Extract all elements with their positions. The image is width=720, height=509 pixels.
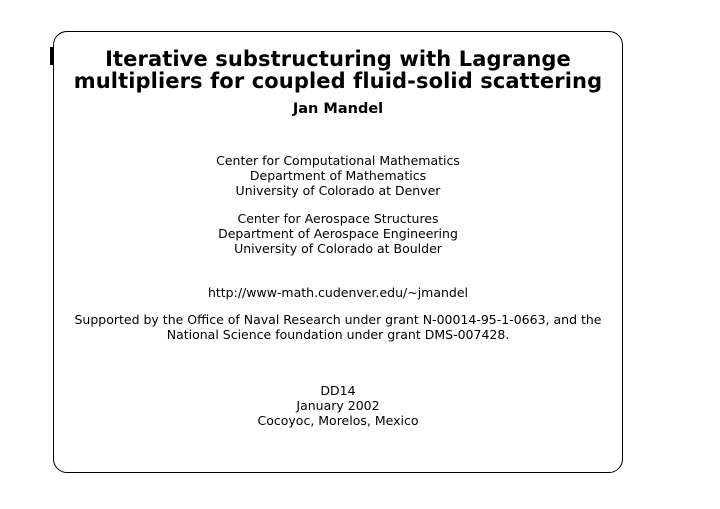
affiliation-denver xyxy=(53,153,623,198)
affiliation-line: University of Colorado at Boulder xyxy=(234,241,442,256)
event-info xyxy=(53,383,623,428)
funding-acknowledgement xyxy=(53,312,623,342)
support-line-2: National Science foundation under grant DMS-007428. xyxy=(166,327,510,342)
event-date: January 2002 xyxy=(296,398,380,413)
slide-content xyxy=(53,31,623,428)
event-name: DD14 xyxy=(320,383,356,398)
affiliation-line: Center for Aerospace Structures xyxy=(237,211,439,226)
slide-title xyxy=(53,48,623,92)
homepage-url: http://www-math.cudenver.edu/~jmandel xyxy=(207,285,469,300)
author-name: Jan Mandel xyxy=(292,101,384,117)
event-location: Cocoyoc, Morelos, Mexico xyxy=(257,413,419,428)
title-line-1: Iterative substructuring with Lagrange xyxy=(105,47,571,71)
title-line-2: multipliers for coupled fluid-solid scattering xyxy=(73,69,603,93)
affiliation-line: Department of Mathematics xyxy=(249,168,427,183)
affiliation-line: Center for Computational Mathematics xyxy=(216,153,460,168)
affiliation-line: Department of Aerospace Engineering xyxy=(218,226,458,241)
affiliation-line: University of Colorado at Denver xyxy=(235,183,441,198)
support-line-1: Supported by the Office of Naval Research under grant N-00014-95-1-0663, and the xyxy=(74,312,602,327)
affiliation-boulder xyxy=(53,211,623,256)
